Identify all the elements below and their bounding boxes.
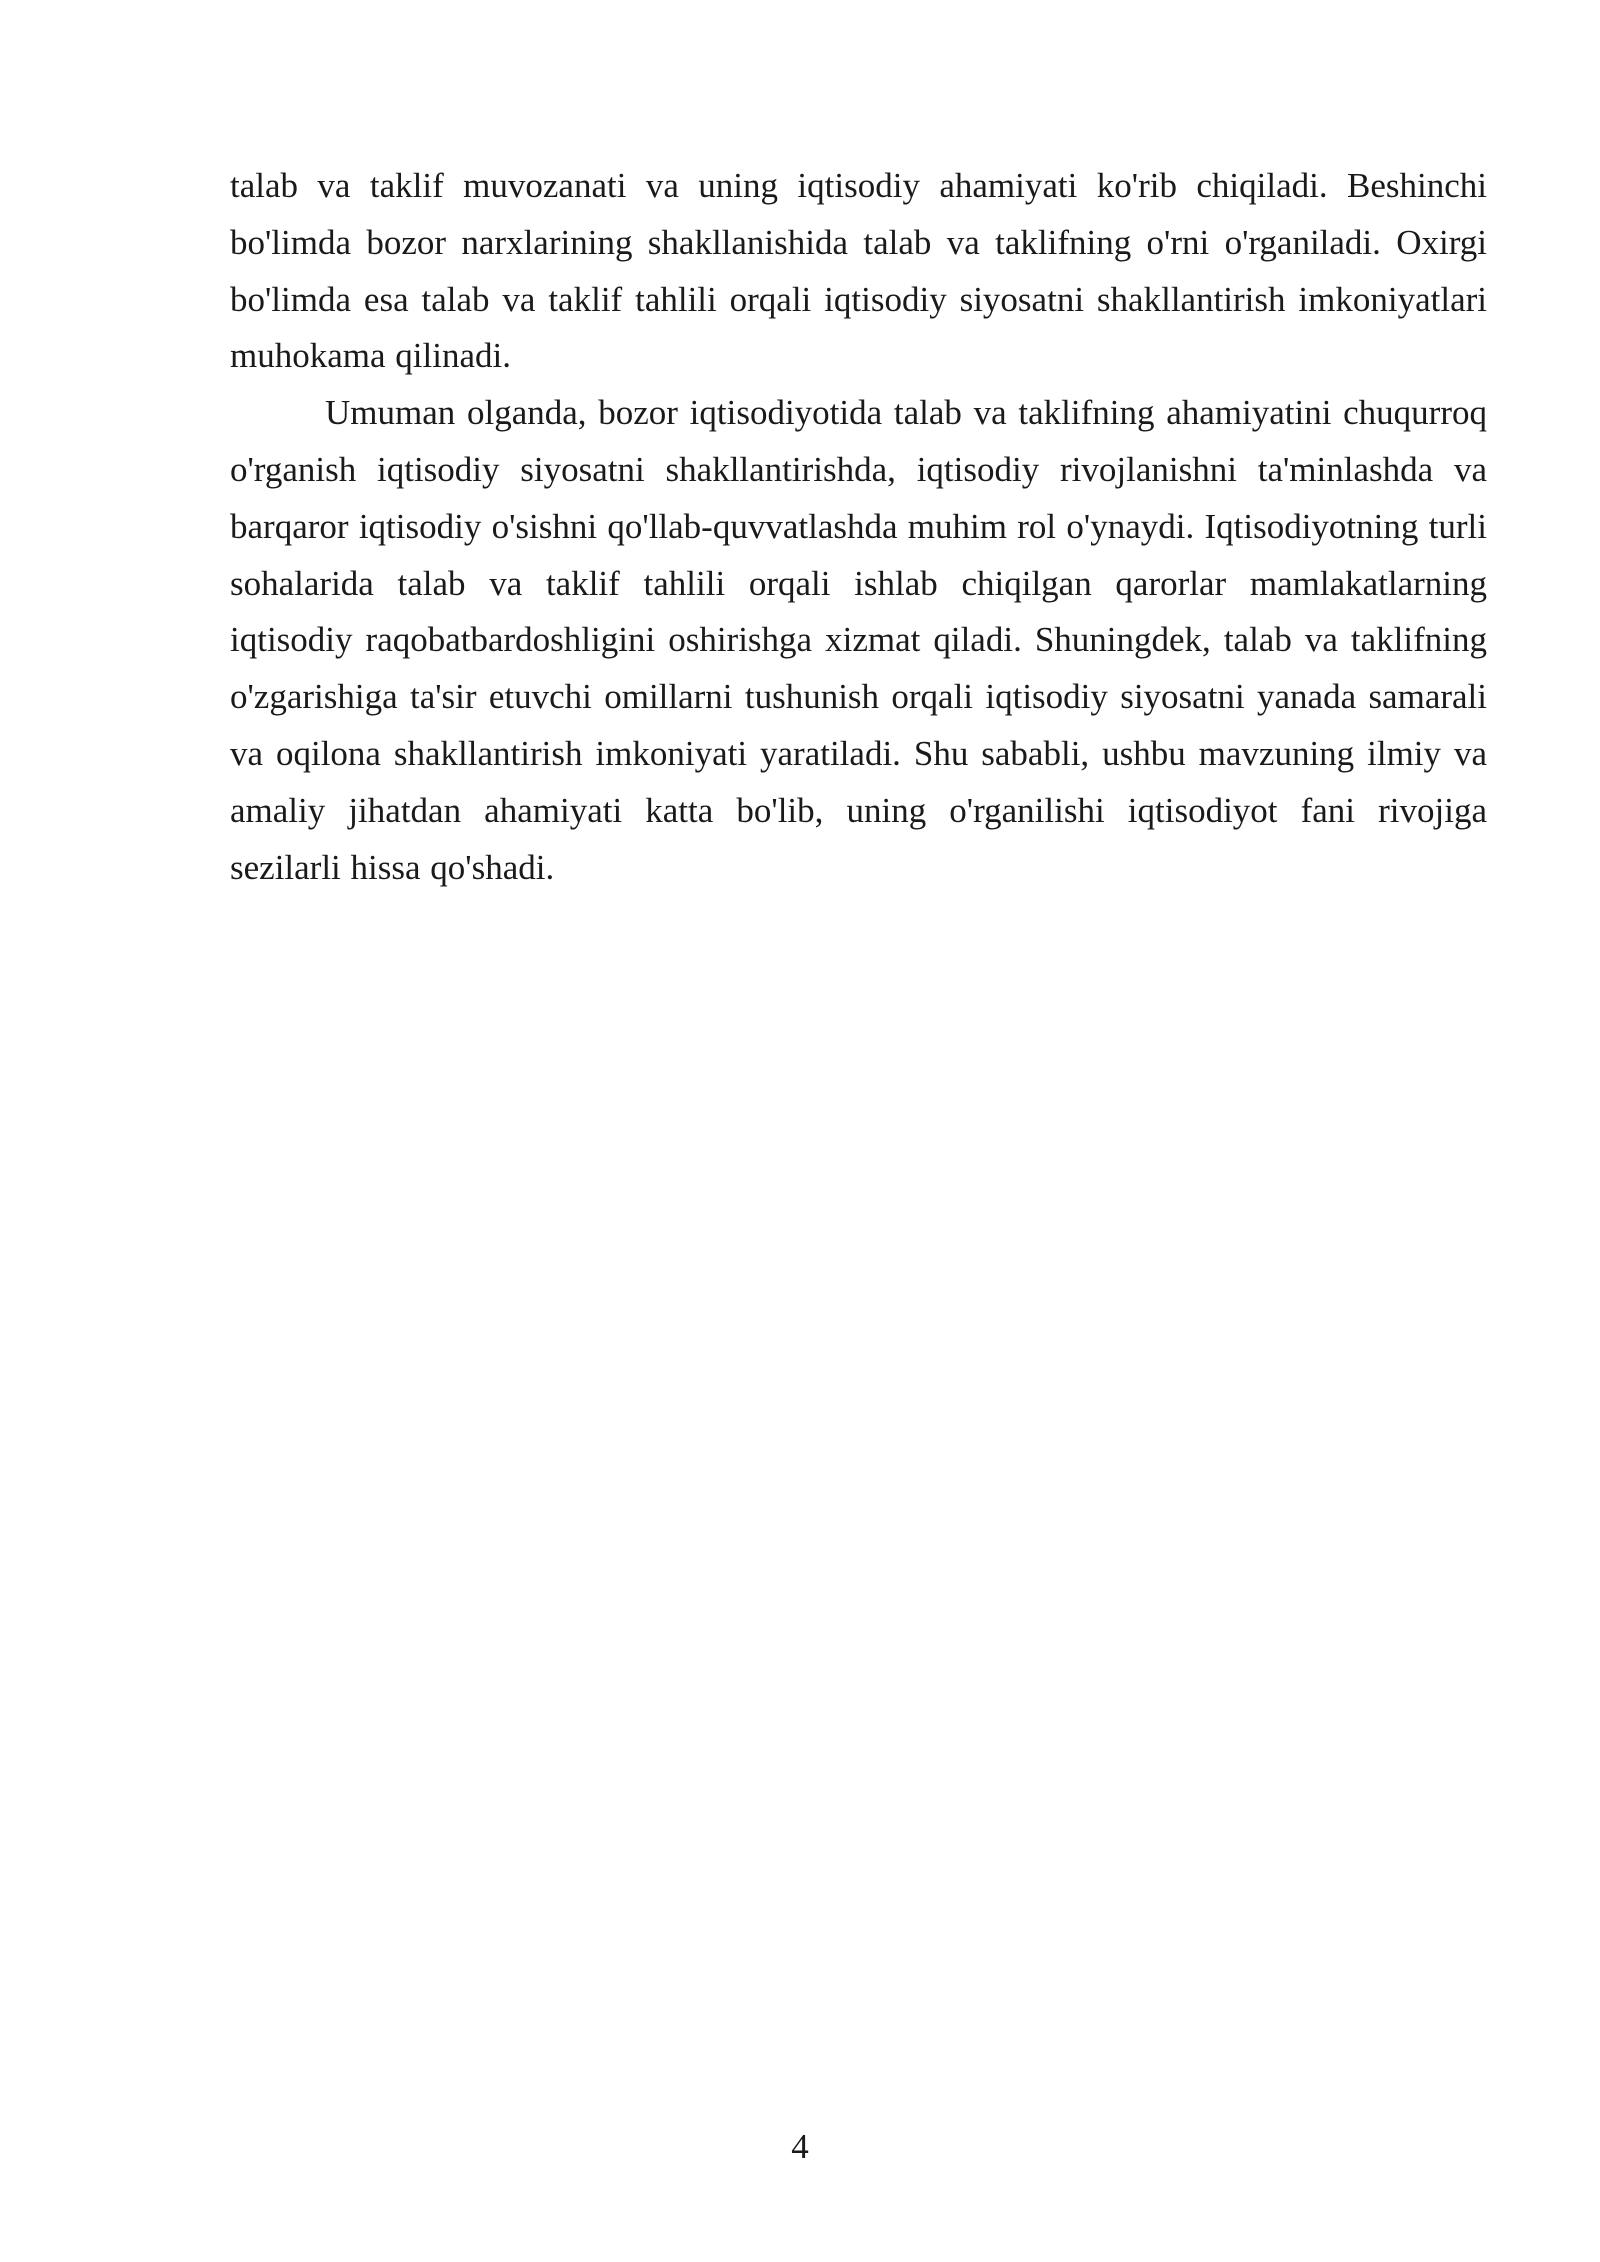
paragraph-continuation: talab va taklif muvozanati va uning iqtisodiy ahamiyati ko'rib chiqiladi. Beshinchi bo'limda bozor narxlarining shakllanishida talab va taklifning o'rni o'rganiladi. Oxirgi bo'limda esa talab va taklif tahlili orqali iqtisodiy siyosatni shakllantirish imkoniyatlari muhokama qilinadi.	[230, 166, 1487, 376]
page-number: 4	[791, 2127, 809, 2166]
paragraph-conclusion: Umuman olganda, bozor iqtisodiyotida talab va taklifning ahamiyatini chuqurroq o'rganish iqtisodiy siyosatni shakllantirishda, iqtisodiy rivojlanishni ta'minlashda va barqaror iqtisodiy o'sishni qo'llab-quvvatlashda muhim rol o'ynaydi. Iqtisodiyotning turli sohalarida talab va taklif tahlili orqali ishlab chiqilgan qarorlar mamlakatlarning iqtisodiy raqobatbardoshligini oshirishga xizmat qiladi. Shuningdek, talab va taklifning o'zgarishiga ta'sir etuvchi omillarni tushunish orqali iqtisodiy siyosatni yanada samarali va oqilona shakllantirish imkoniyati yaratiladi. Shu sababli, ushbu mavzuning ilmiy va amaliy jihatdan ahamiyati katta bo'lib, uning o'rganilishi iqtisodiyot fani rivojiga sezilarli hissa qo'shadi.	[230, 393, 1487, 887]
body-text	[230, 158, 1487, 896]
